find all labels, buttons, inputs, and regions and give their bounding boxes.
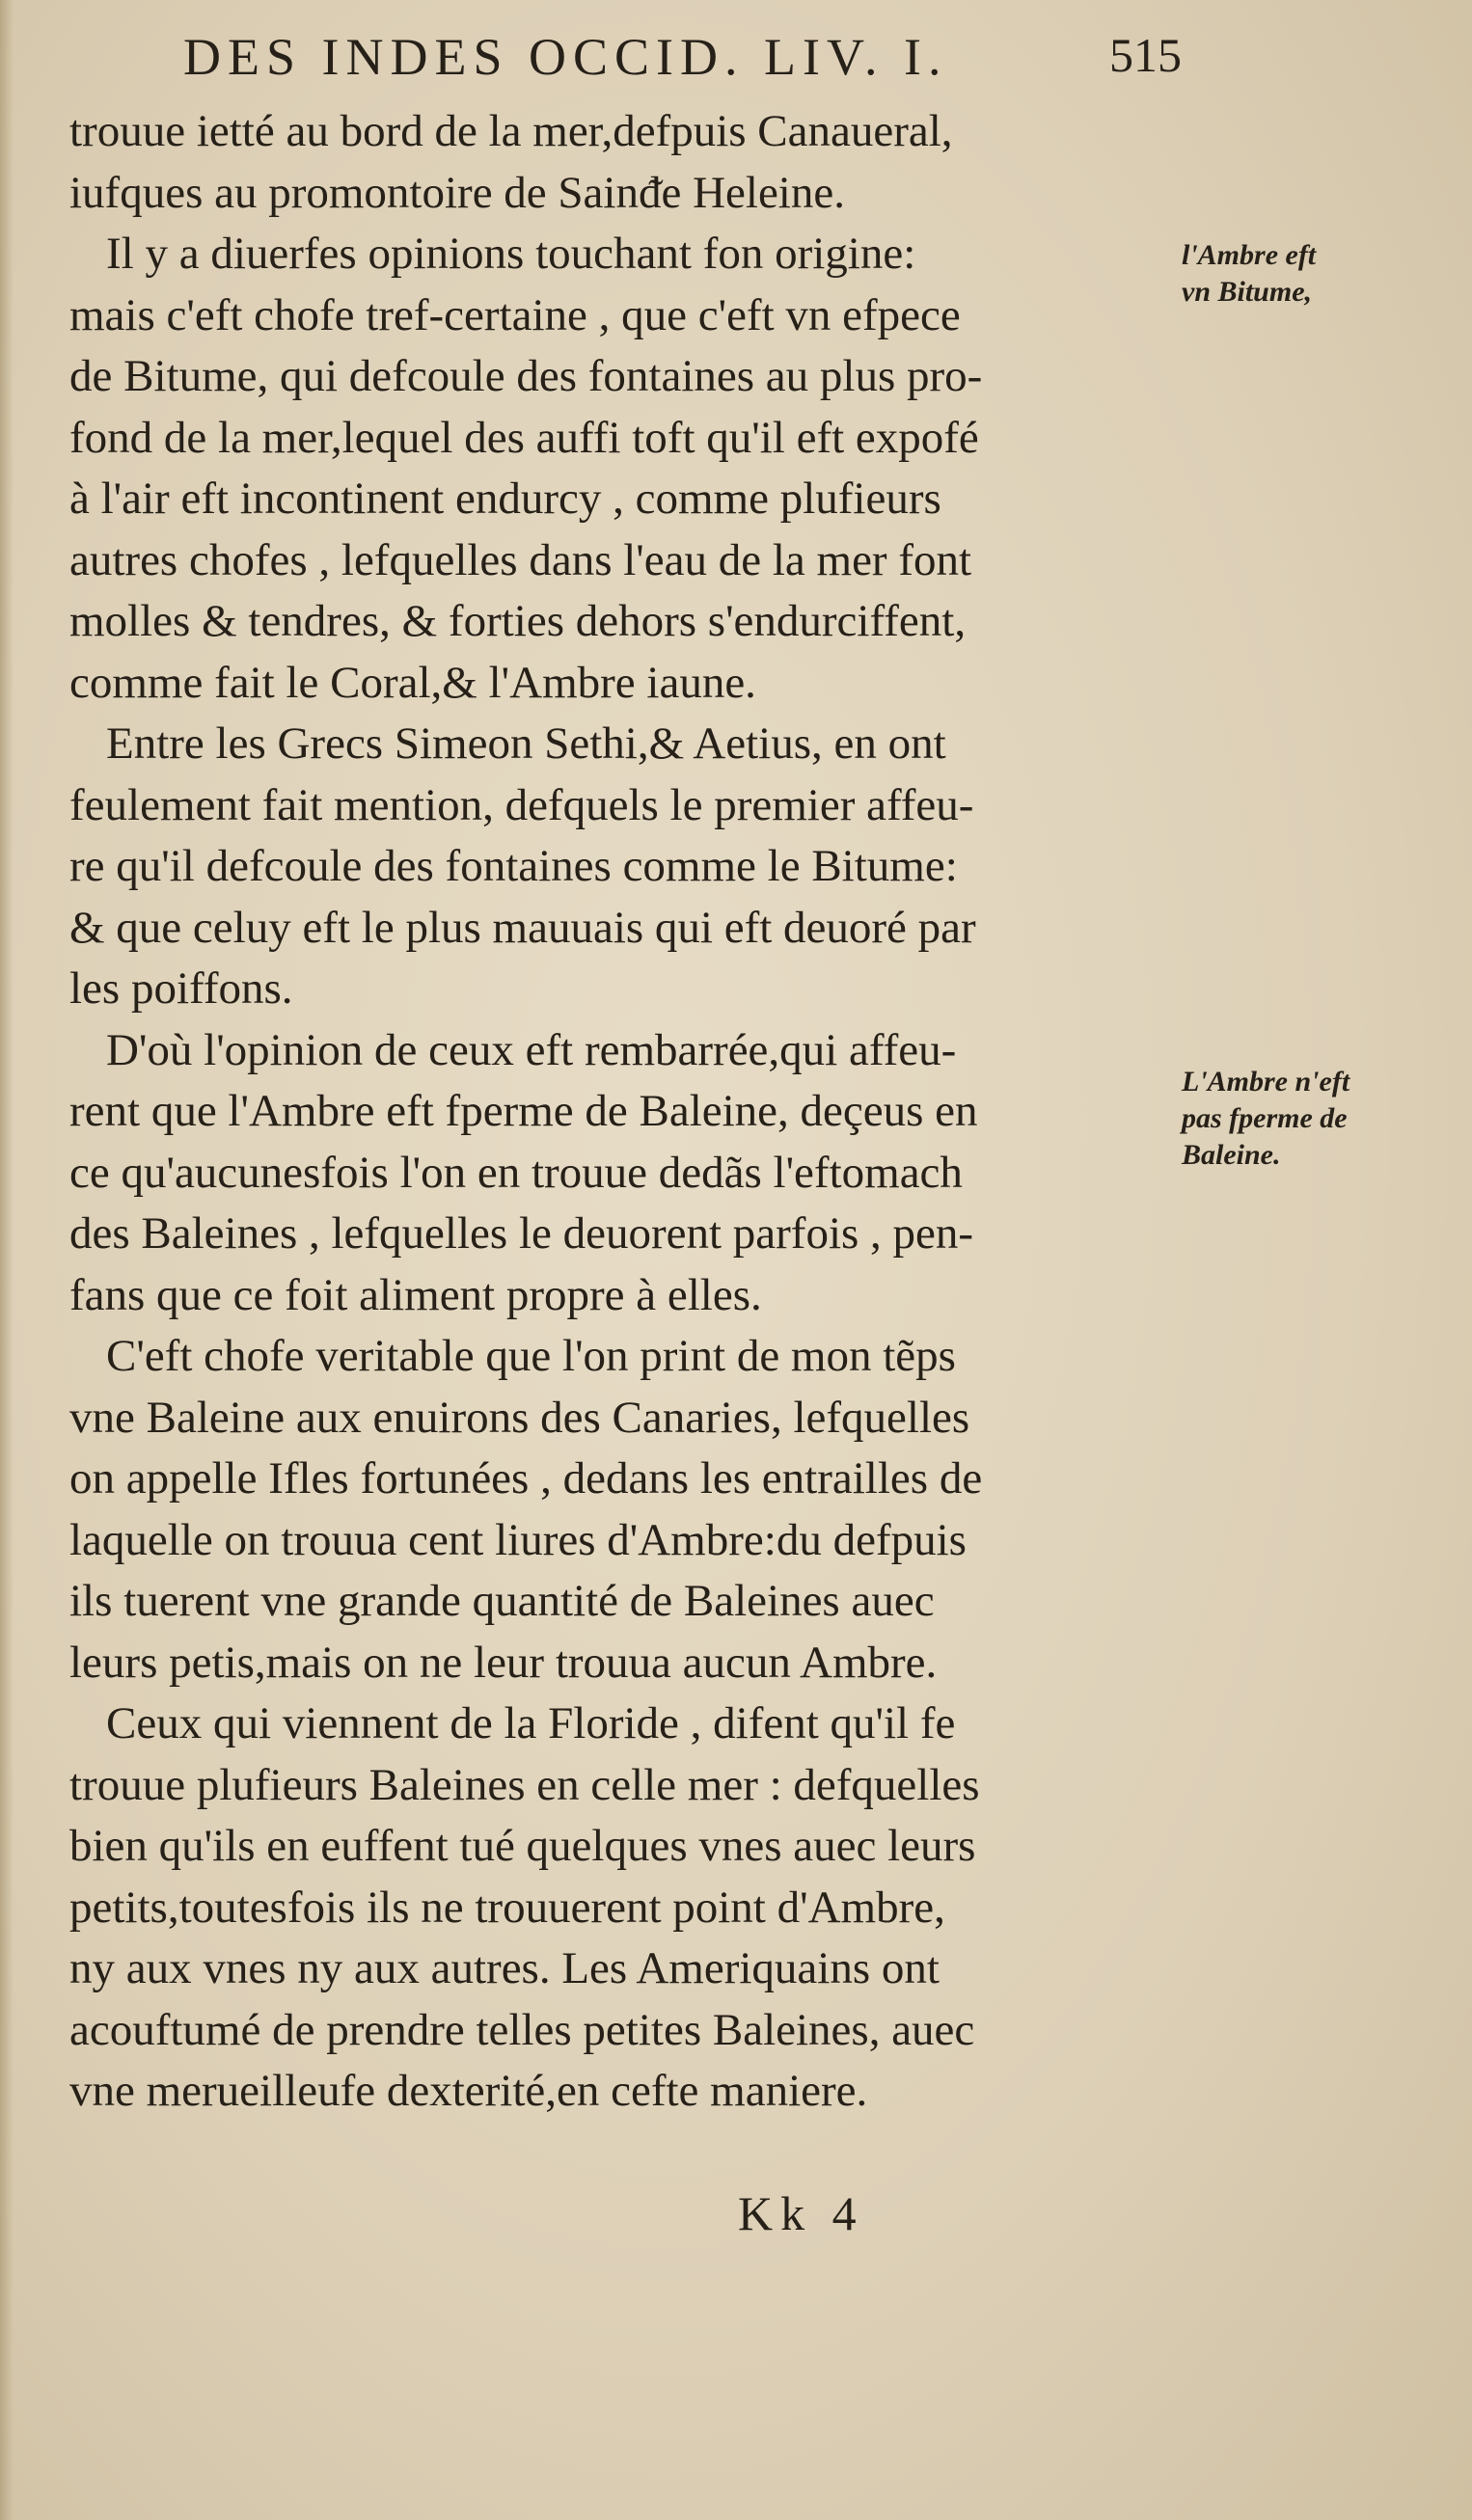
paragraph-2 (69, 224, 1188, 714)
margin-note-line: l'Ambre eft (1182, 239, 1317, 271)
running-head-title: DES INDES OCCID. LIV. I. (183, 28, 948, 86)
text-line: re qu'il defcoule des fontaines comme le Bitume: (69, 841, 958, 891)
text-line: ny aux vnes ny aux autres. Les Ameriquains ont (69, 1943, 940, 1993)
text-line: vne merueilleufe dexterité,en cefte maniere. (69, 2066, 868, 2116)
text-line: petits,toutesfois ils ne trouuerent point d'Ambre, (69, 1882, 945, 1933)
paragraph-1 (69, 101, 1188, 224)
text-line: comme fait le Coral,& l'Ambre iaune. (69, 657, 756, 708)
paragraph-5 (69, 1326, 1188, 1694)
text-line: feulement fait mention, defquels le premier affeu- (69, 779, 974, 830)
running-head (183, 27, 1215, 95)
text-line: & que celuy eft le plus mauuais qui eft deuoré par (69, 902, 976, 953)
text-line: fond de la mer,lequel des auffi toft qu'il eft expofé (69, 412, 979, 463)
text-line: vne Baleine aux enuirons des Canaries, lefquelles (69, 1392, 970, 1443)
paragraph-4 (69, 1020, 1188, 1327)
margin-note-ambre-baleine (1182, 1064, 1452, 1174)
text-line: autres chofes , lefquelles dans l'eau de la mer font (69, 534, 972, 585)
text-line: acouftumé de prendre telles petites Baleines, auec (69, 2004, 975, 2055)
text-line: iufques au promontoire de Sainᵭe Heleine. (69, 167, 845, 218)
text-line: Ceux qui viennent de la Floride , difent qu'il fe (106, 1698, 956, 1748)
body-text (69, 101, 1188, 2123)
page-gutter-shadow (0, 0, 14, 2520)
text-line: laquelle on trouua cent liures d'Ambre:du defpuis (69, 1514, 967, 1565)
text-line: de Bitume, qui defcoule des fontaines au plus pro- (69, 351, 983, 401)
text-line: Il y a diuerfes opinions touchant fon origine: (106, 229, 916, 279)
text-line: bien qu'ils en euffent tué quelques vnes auec leurs (69, 1821, 976, 1871)
text-line: fans que ce foit aliment propre à elles. (69, 1269, 762, 1320)
text-line: ils tuerent vne grande quantité de Baleines auec (69, 1576, 935, 1626)
text-line: à l'air eft incontinent endurcy , comme plufieurs (69, 474, 941, 524)
text-line: ce qu'aucunesfois l'on en trouue dedãs l'eftomach (69, 1147, 963, 1198)
signature-mark: Kk 4 (738, 2186, 864, 2240)
text-line: mais c'eft chofe tref-certaine , que c'eft vn efpece (69, 289, 961, 340)
margin-note-line: vn Bitume, (1182, 276, 1313, 308)
text-line: des Baleines , lefquelles le deuorent parfois , pen- (69, 1208, 974, 1259)
margin-note-line: L'Ambre n'eft (1182, 1066, 1350, 1097)
page-number: 515 (1109, 28, 1182, 82)
text-line: trouue plufieurs Baleines en celle mer : defquelles (69, 1759, 980, 1810)
text-line: C'eft chofe veritable que l'on print de mon tẽps (106, 1331, 956, 1381)
margin-note-line: Baleine. (1182, 1139, 1281, 1171)
text-line: molles & tendres, & forties dehors s'endurciffent, (69, 596, 967, 646)
paragraph-3 (69, 714, 1188, 1020)
text-line: Entre les Grecs Simeon Sethi,& Aetius, en ont (106, 718, 946, 769)
text-line: leurs petis,mais on ne leur trouua aucun Ambre. (69, 1637, 938, 1688)
text-line: D'où l'opinion de ceux eft rembarrée,qui affeu- (106, 1024, 957, 1075)
text-line: trouue ietté au bord de la mer,defpuis Canaueral, (69, 106, 953, 156)
text-line: rent que l'Ambre eft fperme de Baleine, deçeus en (69, 1086, 978, 1136)
margin-note-ambre-bitume (1182, 237, 1452, 311)
text-line: les poiffons. (69, 963, 293, 1014)
margin-note-line: pas fperme de (1182, 1102, 1348, 1134)
text-line: on appelle Ifles fortunées , dedans les entrailles de (69, 1453, 983, 1504)
paragraph-6 (69, 1694, 1188, 2123)
